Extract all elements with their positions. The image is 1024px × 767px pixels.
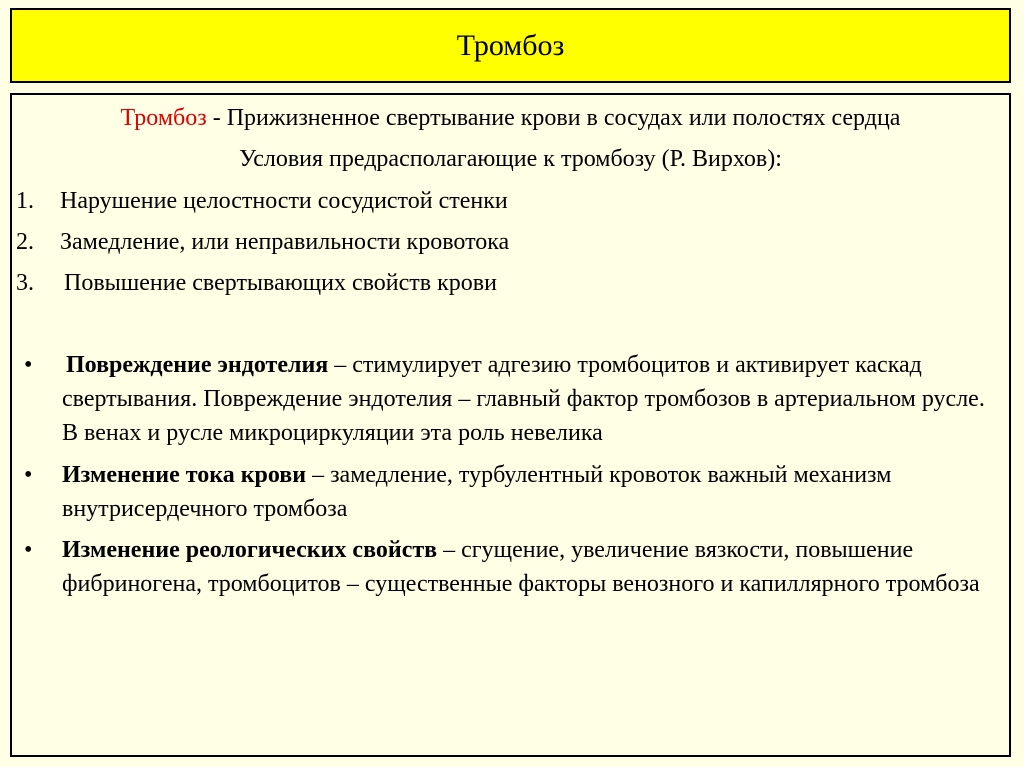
definition-text: - Прижизненное свертывание крови в сосудах или полостях сердца	[206, 105, 901, 131]
condition-text: Повышение свертывающих свойств крови	[64, 270, 497, 296]
slide-title: Тромбоз	[456, 28, 565, 62]
bullet-paragraph	[62, 533, 1002, 601]
bullet-bold-term: Изменение тока крови	[62, 462, 307, 488]
condition-number: 3.	[16, 270, 34, 296]
bullet-bold-term: Изменение реологических свойств	[62, 537, 438, 563]
bullet-bold-term: Повреждение эндотелия	[66, 352, 329, 378]
definition-term: Тромбоз	[120, 105, 207, 131]
bullet-text: – стимулирует адгезию тромбоцитов и активирует каскад свертывания. Повреждение эндотелия – главный фактор тромбозов в артериальном русле. В венах и русле микроциркуляции эта роль невелика	[62, 352, 985, 446]
content-box	[10, 93, 1011, 757]
bullet-text: – замедление, турбулентный кровоток важный механизм внутрисердечного тромбоза	[62, 462, 892, 522]
bullet-paragraph	[62, 458, 1002, 526]
bullet-text: – сгущение, увеличение вязкости, повышение фибриногена, тромбоцитов – существенные факторы венозного и капиллярного тромбоза	[62, 537, 980, 597]
condition-number: 1.	[16, 188, 34, 214]
condition-number: 2.	[16, 229, 34, 255]
bullet-marker: •	[24, 462, 33, 488]
bullet-paragraph	[62, 348, 1002, 450]
definition-line	[12, 101, 1009, 135]
bullet-marker: •	[24, 537, 33, 563]
condition-text: Замедление, или неправильности кровотока	[60, 229, 510, 255]
bullet-marker: •	[24, 352, 33, 378]
condition-text: Нарушение целостности сосудистой стенки	[60, 188, 508, 214]
title-box	[10, 8, 1011, 83]
conditions-heading: Условия предрасполагающие к тромбозу (Р. Вирхов):	[239, 146, 782, 172]
